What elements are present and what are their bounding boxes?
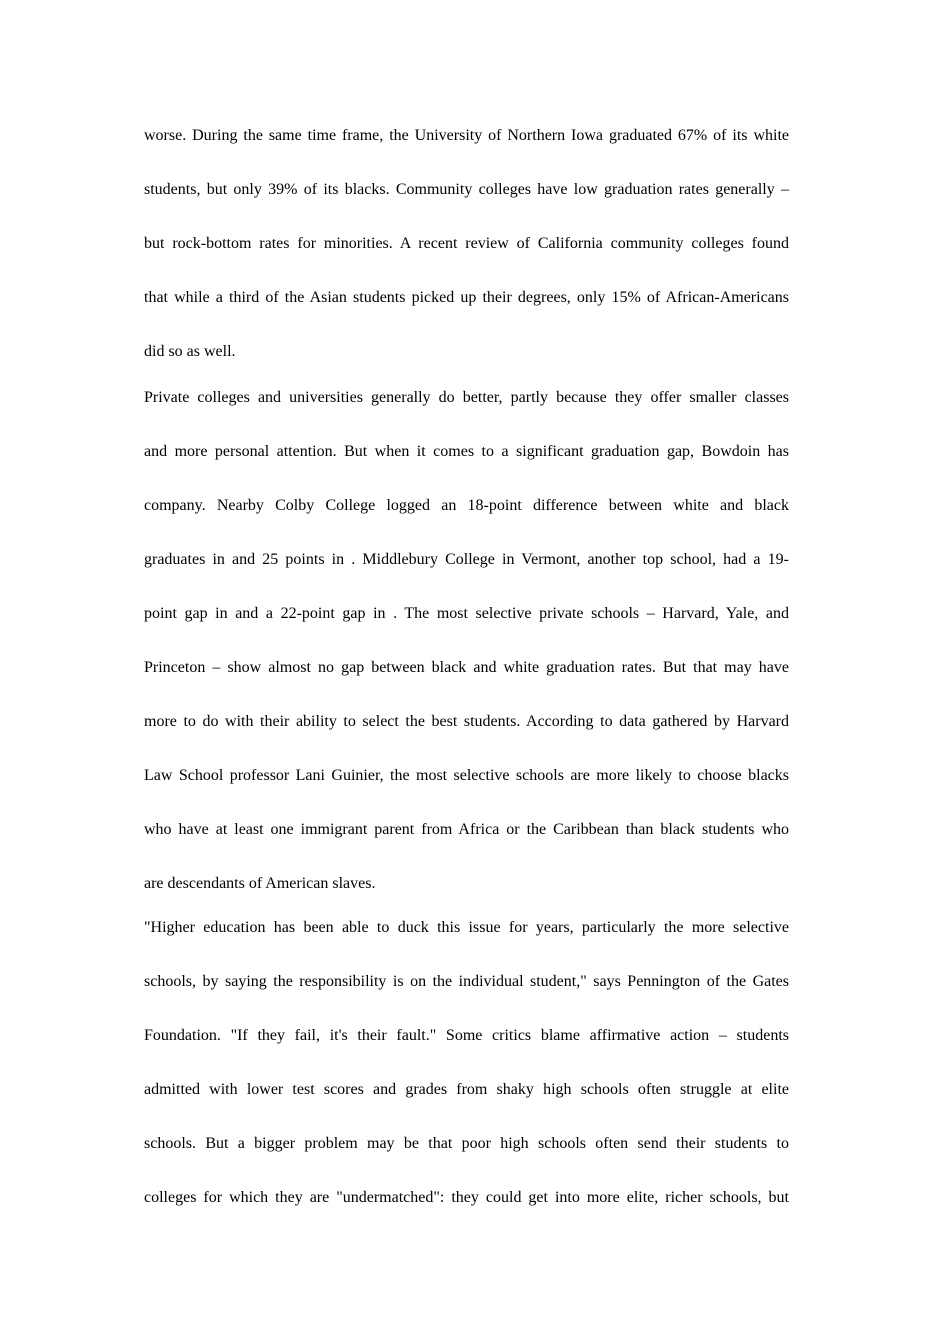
text-line: schools, by saying the responsibility is on the individual student," says Pennington of the Gates xyxy=(144,973,789,990)
text-line: did so as well. xyxy=(144,343,236,360)
text-line: Princeton – show almost no gap between black and white graduation rates. But that may have xyxy=(144,659,789,676)
text-line: schools. But a bigger problem may be that poor high schools often send their students to xyxy=(144,1135,789,1152)
text-line: Law School professor Lani Guinier, the most selective schools are more likely to choose blacks xyxy=(144,767,789,784)
text-line: and more personal attention. But when it comes to a significant graduation gap, Bowdoin has xyxy=(144,443,789,460)
text-line: point gap in and a 22-point gap in . The most selective private schools – Harvard, Yale, and xyxy=(144,605,789,622)
text-line: admitted with lower test scores and grades from shaky high schools often struggle at elite xyxy=(144,1081,789,1098)
text-line: company. Nearby Colby College logged an 18-point difference between white and black xyxy=(144,497,789,514)
text-line: worse. During the same time frame, the University of Northern Iowa graduated 67% of its white xyxy=(144,127,789,144)
text-line: colleges for which they are "undermatched": they could get into more elite, richer schools, but xyxy=(144,1189,789,1206)
text-line: students, but only 39% of its blacks. Community colleges have low graduation rates generally – xyxy=(144,181,789,198)
text-line: but rock-bottom rates for minorities. A recent review of California community colleges found xyxy=(144,235,789,252)
text-line: Private colleges and universities generally do better, partly because they offer smaller classes xyxy=(144,389,789,406)
text-line: more to do with their ability to select the best students. According to data gathered by Harvard xyxy=(144,713,789,730)
text-line: Foundation. "If they fail, it's their fault." Some critics blame affirmative action – students xyxy=(144,1027,789,1044)
text-line: are descendants of American slaves. xyxy=(144,875,376,892)
text-line: graduates in and 25 points in . Middlebury College in Vermont, another top school, had a 19- xyxy=(144,551,789,568)
text-line: who have at least one immigrant parent from Africa or the Caribbean than black students who xyxy=(144,821,789,838)
text-line: that while a third of the Asian students picked up their degrees, only 15% of African-Americans xyxy=(144,289,789,306)
text-line: "Higher education has been able to duck this issue for years, particularly the more selective xyxy=(144,919,789,936)
